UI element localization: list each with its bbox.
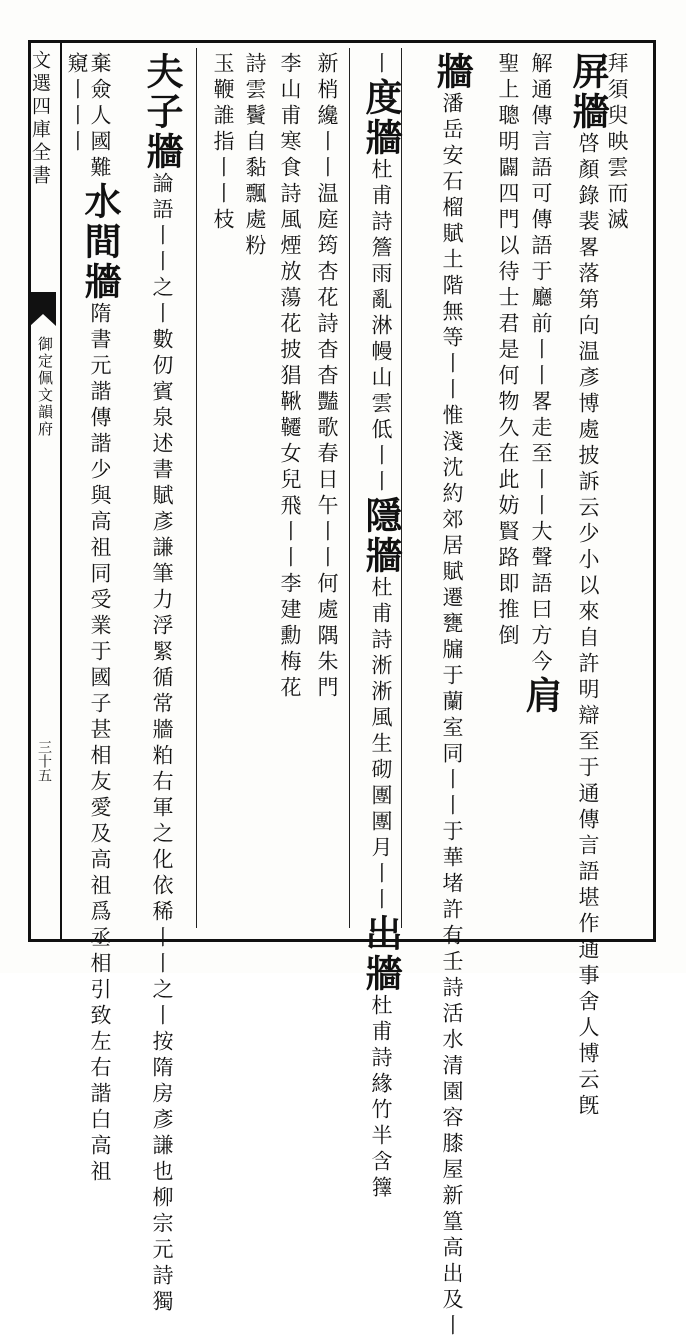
text-run: 李山甫寒食詩風煙放蕩花披猖鞦韆女兒飛丨丨李建勳梅花 — [278, 52, 302, 702]
text-run: 解通傳言語可傳語于廳前丨丨畧走至丨丨大聲語曰方今 — [529, 52, 553, 676]
headword: 屏牆 — [566, 52, 610, 132]
headword: 牆 — [430, 52, 474, 92]
text-run: 拜須臾映雲而滅 — [605, 52, 629, 234]
text-line — [566, 52, 610, 1120]
text-line — [275, 52, 305, 928]
text-run: 杜甫詩淅淅風生砌團團月丨丨 — [369, 576, 393, 914]
text-line — [240, 52, 270, 928]
text-run: 棄僉人國難 — [88, 52, 112, 182]
column-divider — [196, 48, 197, 928]
text-run: 啓顏錄裴畧落第向温彥博處披訴云少小以來自許明辯至于通傳言語堪作通事舍人博云旣 — [576, 132, 600, 1120]
text-run: 論語丨丨之丨數仞賓泉述書賦彥謙筆力浮緊循常牆粕右軍之化依稀丨丨之丨按隋房彥謙也柳宗元詩獨 — [150, 172, 174, 1316]
text-run: 丨 — [369, 52, 393, 78]
text-line — [493, 52, 523, 928]
text-line — [519, 52, 563, 928]
headword: 度牆 — [359, 78, 403, 158]
text-run: 窺丨丨丨 — [65, 52, 89, 156]
page-frame — [28, 40, 656, 942]
margin-book-title: 御定佩文韻府 — [36, 336, 54, 438]
text-run: 杜甫詩簷雨亂淋幔山雲低丨丨 — [369, 158, 393, 496]
text-line — [208, 52, 238, 928]
text-line — [140, 52, 184, 1316]
fish-tail-mark-icon — [30, 292, 56, 326]
column-divider — [401, 48, 402, 928]
text-line — [62, 52, 92, 928]
text-run: 聖上聰明闢四門以待士君是何物久在此妨賢路即推倒 — [496, 52, 520, 650]
headword: 水間牆 — [78, 182, 122, 302]
headword: 肩 — [519, 676, 563, 716]
margin-page-number: 三十五 — [36, 740, 52, 782]
text-run: 杜甫詩緣竹半含籜 — [369, 994, 393, 1202]
text-line — [312, 52, 342, 928]
headword: 隱牆 — [359, 496, 403, 576]
text-run: 玉鞭誰指丨丨枝 — [211, 52, 235, 234]
headword: 夫子牆 — [140, 52, 184, 172]
text-run: 潘岳安石榴賦土階無等丨丨惟淺沈約郊居賦遷甕牖于蘭室同丨丨于華堵許有壬詩活水清園容膝屋新篁高出及丨 — [440, 92, 464, 1340]
text-run: 詩雲鬢自黏飄處粉 — [243, 52, 267, 260]
text-run: 新梢纔丨丨温庭筠杏花詩杳杳豔歌春日午丨丨何處隅朱門 — [315, 52, 339, 702]
text-line — [359, 52, 403, 1202]
text-line — [430, 52, 474, 1340]
text-line — [602, 52, 632, 928]
column-divider — [349, 48, 350, 928]
margin-title: 文選四庫全書 — [29, 50, 51, 188]
text-run: 隋書元諧傳諧少與高祖同受業于國子甚相友愛及高祖爲丞相引致左右諧白高祖 — [88, 302, 112, 1186]
headword: 出牆 — [359, 914, 403, 994]
